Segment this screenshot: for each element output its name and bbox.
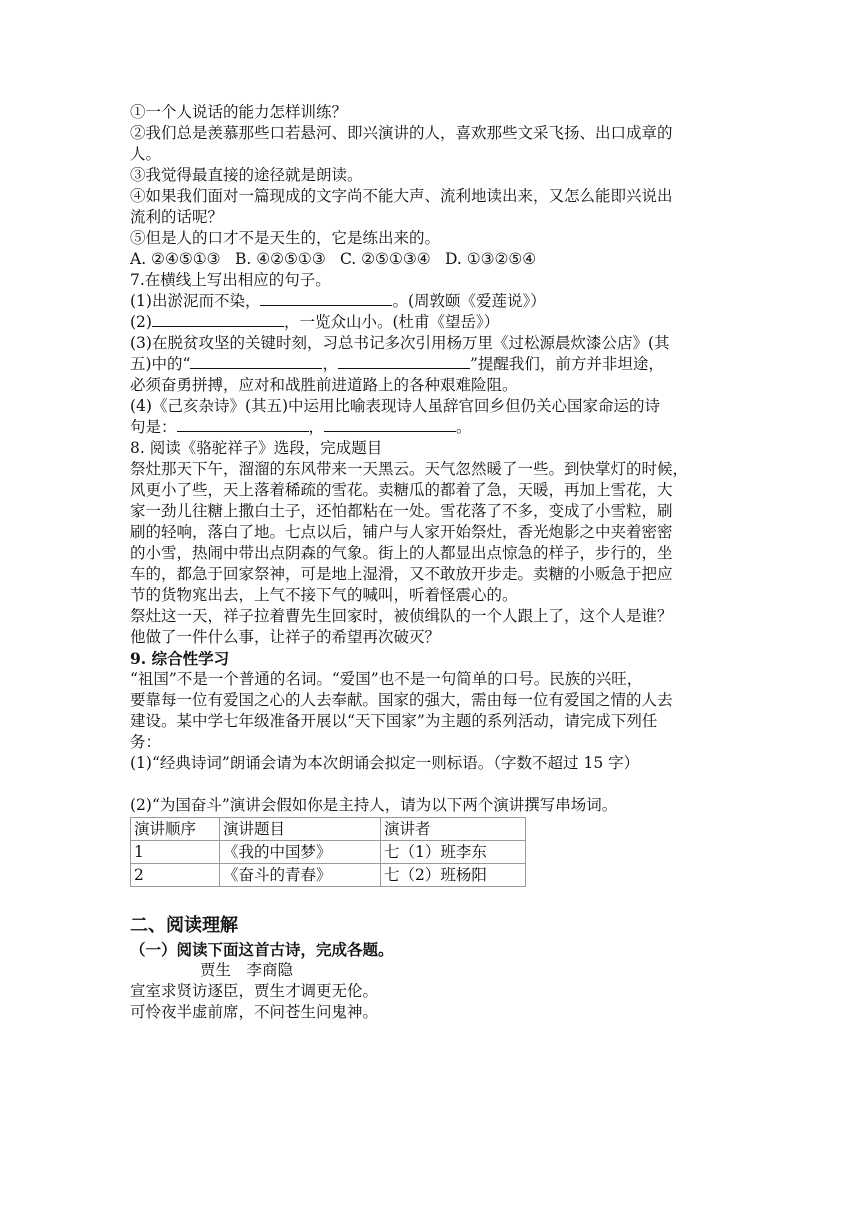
q7-item-1 (130, 291, 740, 312)
table-cell: 1 (131, 841, 220, 864)
q9-intro-line: 建设。某中学七年级准备开展以“天下国家”为主题的系列活动，请完成下列任 (130, 712, 658, 730)
q7-item-3c: 必须奋勇拼搏，应对和战胜前进道路上的各种艰难险阻。 (130, 376, 518, 394)
q9-title: 9. 综合性学习 (130, 649, 230, 668)
speech-table (130, 817, 526, 887)
q9-intro-line: “祖国”不是一个普通的名词。“爱国”也不是一句简单的口号。民族的兴旺， (130, 670, 643, 688)
q8-passage-line: 祭灶那天下午，溜溜的东风带来一天黑云。天气忽然暖了一些。到快掌灯的时候， (130, 460, 689, 478)
q6-option-b: B. ④②⑤①③ (235, 250, 326, 268)
answer-blank (152, 312, 284, 327)
section-2-subheading: （一）阅读下面这首古诗，完成各题。 (130, 940, 394, 959)
q8-title: 8. 阅读《骆驼祥子》选段，完成题目 (130, 439, 383, 457)
q7-item-4b-post: 。 (456, 418, 472, 436)
table-header-cell: 演讲者 (381, 818, 526, 841)
q9-task-1: (1)“经典诗词”朗诵会请为本次朗诵会拟定一则标语。（字数不超过 15 字） (130, 754, 640, 772)
q6-option-d: D. ①③②⑤④ (445, 250, 537, 268)
table-row (131, 841, 526, 864)
table-cell: 七（1）班李东 (381, 841, 526, 864)
q7-item-2-pre: (2) (130, 313, 152, 331)
q7-item-4b-mid: ， (308, 418, 325, 436)
answer-space (130, 774, 740, 795)
table-cell: 2 (131, 864, 220, 887)
answer-blank (338, 354, 470, 369)
q7-item-1-pre: (1)出淤泥而不染， (130, 292, 261, 310)
q6-sentence-5: ⑤但是人的口才不是天生的，它是练出来的。 (130, 229, 441, 247)
table-header-cell: 演讲题目 (220, 818, 381, 841)
q6-sentence-4a: ④如果我们面对一篇现成的文字尚不能大声、流利地读出来，又怎么能即兴说出 (130, 187, 673, 205)
q7-item-1-post: 。(周敦颐《爱莲说》） (392, 292, 546, 310)
answer-blank (324, 417, 456, 432)
q6-options (130, 249, 740, 270)
q7-title: 7.在横线上写出相应的句子。 (130, 271, 331, 289)
q8-passage-line: 车的，都急于回家祭神，可是地上湿滑，又不敢放开步走。卖糖的小贩急于把应 (130, 565, 673, 583)
table-header-cell: 演讲顺序 (131, 818, 220, 841)
answer-blank (190, 354, 322, 369)
answer-blank (260, 291, 392, 306)
q8-question-line: 他做了一件什么事，让祥子的希望再次破灭？ (130, 628, 441, 646)
q7-item-3b-pre: 五)中的“ (130, 355, 191, 373)
table-row (131, 864, 526, 887)
q6-sentence-3: ③我觉得最直接的途径就是朗读。 (130, 166, 363, 184)
q7-item-4a: (4)《己亥杂诗》(其五)中运用比喻表现诗人虽辞官回乡但仍关心国家命运的诗 (130, 397, 661, 415)
poem-title: 贾生 李商隐 (200, 961, 294, 979)
q9-task-2: (2)“为国奋斗”演讲会假如你是主持人，请为以下两个演讲撰写串场词。 (130, 796, 618, 814)
table-cell: 《我的中国梦》 (220, 841, 381, 864)
q6-option-a: A. ②④⑤①③ (130, 250, 221, 268)
q7-item-3b-mid: ， (322, 355, 338, 373)
q6-sentence-1: ①一个人说话的能力怎样训练？ (130, 103, 348, 121)
q7-item-3b (130, 354, 740, 375)
table-cell: 《奋斗的青春》 (220, 864, 381, 887)
q7-item-2 (130, 312, 740, 333)
q9-intro-line: 要靠每一位有爱国之心的人去奉献。国家的强大，需由每一位有爱国之情的人去 (130, 691, 673, 709)
q8-passage-line: 家一劲儿往糖上撒白土子，还怕都粘在一处。雪花落了不多，变成了小雪粒，刷 (130, 502, 673, 520)
section-spacer (130, 887, 740, 913)
q6-sentence-4b: 流利的话呢？ (130, 208, 224, 226)
q7-item-2-post: ，一览众山小。(杜甫《望岳》） (283, 313, 500, 331)
q7-item-4b-pre: 句是： (130, 418, 177, 436)
poem-line-1: 宣室求贤访逐臣，贾生才调更无伦。 (130, 982, 379, 1000)
q7-item-3a: (3)在脱贫攻坚的关键时刻，习总书记多次引用杨万里《过松源晨炊漆公店》(其 (130, 334, 670, 352)
poem-line-2: 可怜夜半虚前席，不问苍生问鬼神。 (130, 1003, 379, 1021)
q7-item-4b (130, 417, 740, 438)
q8-question-line: 祭灶这一天，祥子拉着曹先生回家时，被侦缉队的一个人跟上了，这个人是谁？ (130, 607, 673, 625)
q8-passage-line: 的小雪，热闹中带出点阴森的气象。街上的人都显出点惊急的样子，步行的，坐 (130, 544, 673, 562)
q7-item-3b-post: ”提醒我们，前方并非坦途， (470, 355, 664, 373)
exam-content (130, 102, 740, 1023)
section-2-heading: 二、阅读理解 (130, 915, 238, 936)
table-cell: 七（2）班杨阳 (381, 864, 526, 887)
q6-option-c: C. ②⑤①③④ (340, 250, 431, 268)
answer-blank (177, 417, 309, 432)
q8-passage-line: 刷的轻响，落白了地。七点以后，铺户与人家开始祭灶，香光炮影之中夹着密密 (130, 523, 673, 541)
q6-sentence-2a: ②我们总是羡慕那些口若悬河、即兴演讲的人，喜欢那些文采飞扬、出口成章的 (130, 124, 673, 142)
q6-sentence-2b: 人。 (130, 145, 162, 163)
q9-intro-line: 务： (130, 733, 162, 751)
q8-passage-line: 风更小了些，天上落着稀疏的雪花。卖糖瓜的都着了急，天暖，再加上雪花，大 (130, 481, 673, 499)
table-header-row (131, 818, 526, 841)
q8-passage-line: 节的货物宨出去，上气不接下气的喊叫，听着怪震心的。 (130, 586, 518, 604)
